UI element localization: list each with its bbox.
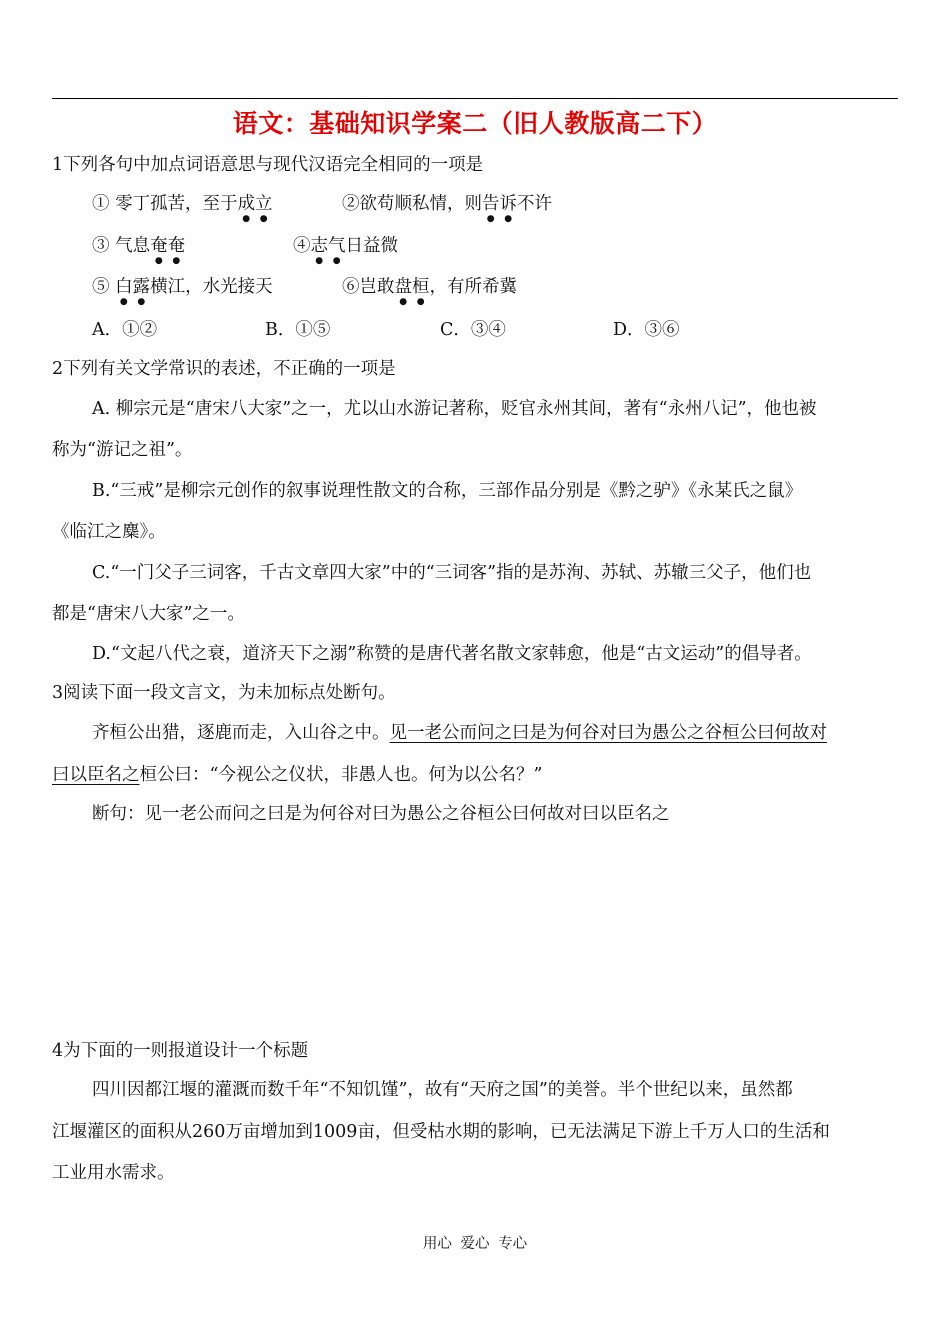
- emphasized-word: 成立: [237, 194, 273, 214]
- q1-stem: 1下列各句中加点词语意思与现代汉语完全相同的一项是: [52, 155, 484, 175]
- q3-answer: 断句：见一老公而问之曰是为何谷对曰为愚公之谷桓公曰何故对曰以臣名之: [92, 804, 670, 824]
- page-footer: 用心 爱心 专心: [422, 1236, 528, 1252]
- q1-option-b: B．①⑤: [265, 320, 331, 340]
- q1-item-2: ②欲苟顺私情，则告诉不许: [342, 194, 552, 214]
- q1-option-c: C．③④: [440, 320, 506, 340]
- emphasized-word: 盘桓: [394, 277, 430, 297]
- q2-option-c-line1: C.“一门父子三词客，千古文章四大家”中的“三词客”指的是苏洵、苏轼、苏辙三父子，他们也: [92, 563, 812, 583]
- q3-passage-line1: 齐桓公出猎，逐鹿而走，入山谷之中。见一老公而问之曰是为何谷对曰为愚公之谷桓公曰何故对: [92, 723, 827, 743]
- q1-option-d: D．③⑥: [613, 320, 680, 340]
- q4-report-line1: 四川因都江堰的灌溉而数千年“不知饥馑”，故有“天府之国”的美誉。半个世纪以来，虽然都: [92, 1080, 793, 1100]
- q2-option-d-line1: D.“文起八代之衰，道济天下之溺”称赞的是唐代著名散文家韩愈，他是“古文运动”的倡导者。: [92, 644, 812, 664]
- header-rule: [52, 98, 898, 99]
- q2-option-b-line2: 《临江之麋》。: [52, 522, 166, 542]
- emphasized-word: 奄奄: [150, 236, 186, 256]
- q3-passage-line2: 曰以臣名之桓公曰：“今视公之仪状，非愚人也。何为以公名？”: [52, 765, 543, 785]
- q4-stem: 4为下面的一则报道设计一个标题: [52, 1041, 309, 1061]
- page-title: 语文：基础知识学案二（旧人教版高二下）: [232, 109, 718, 138]
- q4-report-line2: 江堰灌区的面积从260万亩增加到1009亩，但受枯水期的影响，已无法满足下游上千万人口的生活和: [52, 1122, 830, 1142]
- q2-stem: 2下列有关文学常识的表述，不正确的一项是: [52, 359, 396, 379]
- underlined-text: 曰以臣名之: [52, 765, 140, 785]
- q2-option-a-line2: 称为“游记之祖”。: [52, 440, 193, 460]
- q1-item-1: ① 零丁孤苦，至于成立: [92, 194, 273, 214]
- q3-stem: 3阅读下面一段文言文，为未加标点处断句。: [52, 683, 396, 703]
- emphasized-word: 告诉: [482, 194, 517, 214]
- q1-option-a: A．①②: [92, 320, 158, 340]
- q2-option-b-line1: B.“三戒”是柳宗元创作的叙事说理性散文的合称，三部作品分别是《黔之驴》《永某氏之鼠》: [92, 481, 803, 501]
- q1-item-6: ⑥岂敢盘桓，有所希冀: [342, 277, 517, 297]
- emphasized-word: 志气: [310, 236, 346, 256]
- underlined-text: 见一老公而问之曰是为何谷对曰为愚公之谷桓公曰何故对: [389, 723, 827, 743]
- q2-option-a-line1: A. 柳宗元是“唐宋八大家”之一，尤以山水游记著称，贬官永州其间，著有“永州八记”，他也被: [92, 399, 817, 419]
- q1-item-4: ④志气日益微: [293, 236, 398, 256]
- emphasized-word: 白露: [115, 277, 151, 297]
- q2-option-c-line2: 都是“唐宋八大家”之一。: [52, 604, 245, 624]
- q4-report-line3: 工业用水需求。: [52, 1163, 175, 1183]
- q1-item-3: ③ 气息奄奄: [92, 236, 186, 256]
- q1-item-5: ⑤ 白露横江，水光接天: [92, 277, 273, 297]
